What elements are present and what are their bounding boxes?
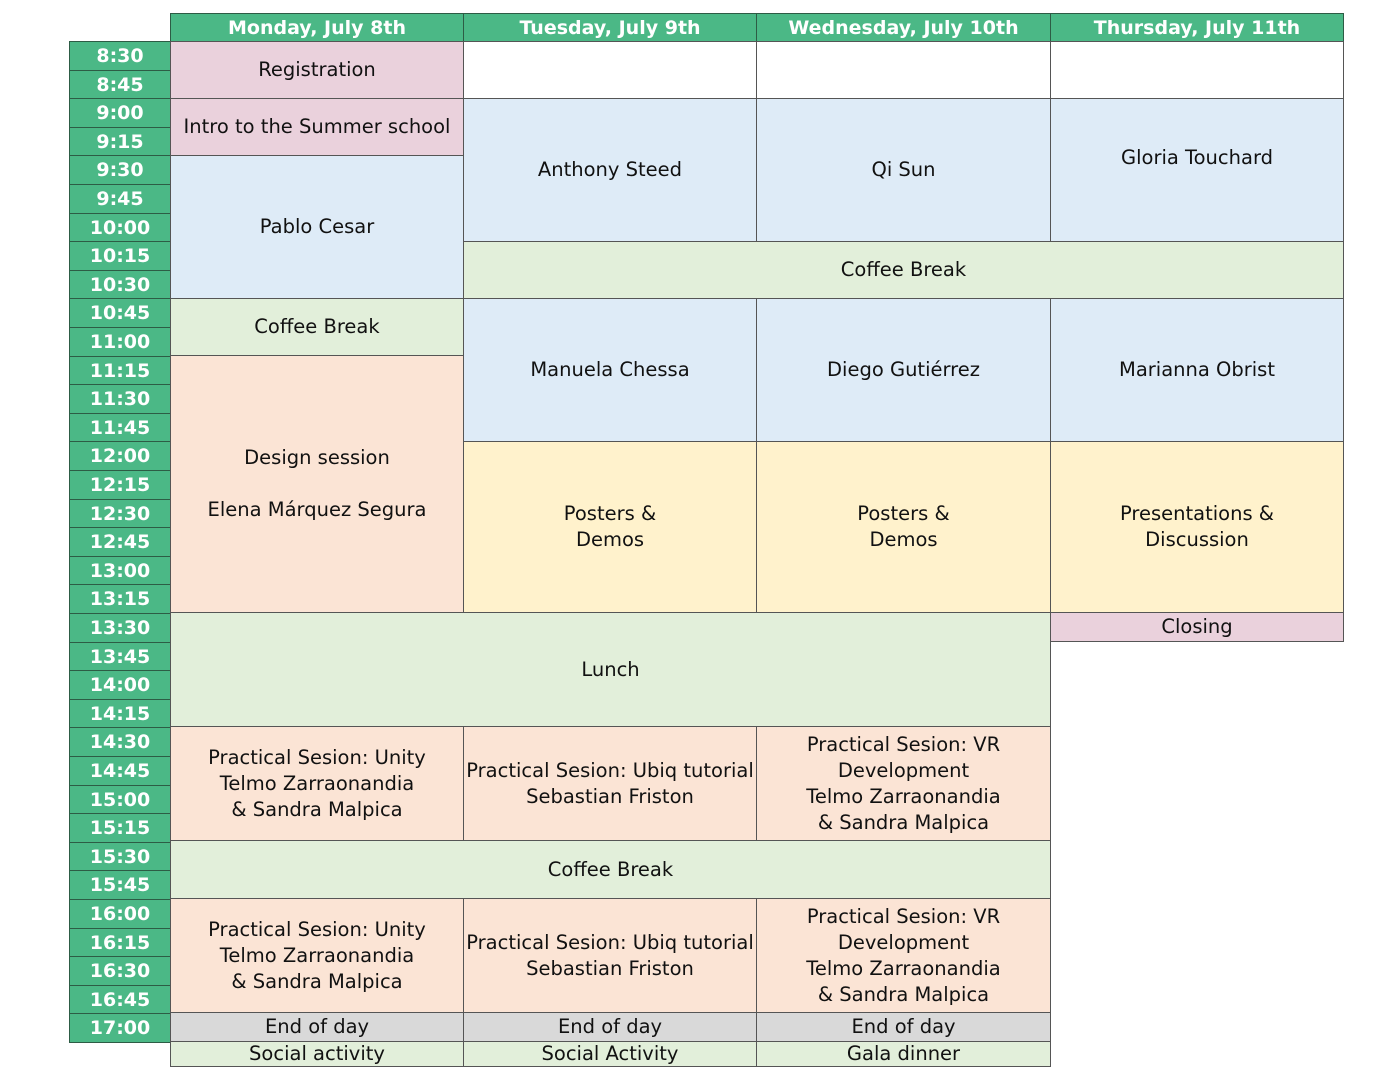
wednesday-gala-dinner: Gala dinner xyxy=(756,1041,1051,1067)
afternoon-coffee-break: Coffee Break xyxy=(170,840,1051,899)
posters-line-1: Posters & xyxy=(563,502,657,525)
time-slot: 10:30 xyxy=(69,270,171,299)
practical-speaker: Sebastian Friston xyxy=(526,956,694,980)
tuesday-talk-1: Anthony Steed xyxy=(463,98,757,242)
wednesday-talk-1: Qi Sun xyxy=(756,98,1051,242)
practical-speaker: Sebastian Friston xyxy=(526,784,694,808)
time-slot: 9:45 xyxy=(69,184,171,214)
thursday-talk-1: Gloria Touchard xyxy=(1050,98,1344,242)
practical-title: Practical Sesion: Unity xyxy=(208,745,426,769)
wednesday-talk-2: Diego Gutiérrez xyxy=(756,298,1051,442)
posters-line-2: Demos xyxy=(869,528,938,551)
monday-social-activity: Social activity xyxy=(170,1041,464,1067)
time-slot: 10:15 xyxy=(69,241,171,271)
posters-line-2: Demos xyxy=(575,528,645,551)
thursday-presentations xyxy=(1050,441,1344,613)
wednesday-practical-2 xyxy=(756,898,1051,1013)
practical-speaker: Telmo Zarraonandia xyxy=(806,956,1001,980)
practical-speaker: & Sandra Malpica xyxy=(231,797,403,821)
presentations-line-1: Presentations & xyxy=(1119,502,1275,525)
practical-title: Practical Sesion: Ubiq tutorial xyxy=(466,930,754,954)
practical-speaker: & Sandra Malpica xyxy=(817,982,990,1006)
thursday-closing: Closing xyxy=(1050,612,1344,642)
time-slot: 15:00 xyxy=(69,785,171,814)
lunch: Lunch xyxy=(170,612,1051,727)
time-slot: 13:45 xyxy=(69,642,171,671)
header-monday: Monday, July 8th xyxy=(170,13,464,42)
time-slot: 14:00 xyxy=(69,670,171,700)
posters-line-1: Posters & xyxy=(857,502,950,525)
time-slot: 9:30 xyxy=(69,155,171,185)
tuesday-empty-slot xyxy=(463,41,757,99)
practical-speaker: Telmo Zarraonandia xyxy=(806,784,1001,808)
practical-speaker: Telmo Zarraonandia xyxy=(219,943,415,967)
time-slot: 14:45 xyxy=(69,756,171,786)
time-slot: 8:30 xyxy=(69,41,171,71)
time-slot: 13:15 xyxy=(69,584,171,614)
tuesday-practical-2 xyxy=(463,898,757,1013)
time-slot: 16:30 xyxy=(69,956,171,986)
time-slot: 11:00 xyxy=(69,327,171,357)
time-slot: 8:45 xyxy=(69,70,171,99)
thursday-empty-slot xyxy=(1050,41,1344,99)
time-slot: 13:00 xyxy=(69,556,171,585)
time-slot: 11:45 xyxy=(69,413,171,442)
morning-coffee-break: Coffee Break xyxy=(463,241,1344,299)
time-slot: 15:45 xyxy=(69,870,171,900)
wednesday-end-of-day: End of day xyxy=(756,1012,1051,1042)
monday-design-session xyxy=(170,355,464,613)
time-slot: 12:00 xyxy=(69,441,171,471)
monday-practical-1 xyxy=(170,726,464,841)
time-slot: 12:45 xyxy=(69,527,171,557)
time-slot: 10:00 xyxy=(69,213,171,242)
design-session-title: Design session xyxy=(244,446,390,469)
monday-registration: Registration xyxy=(170,41,464,99)
time-slot: 10:45 xyxy=(69,298,171,328)
time-slot: 12:30 xyxy=(69,499,171,528)
time-slot: 13:30 xyxy=(69,613,171,643)
practical-title: Development xyxy=(837,930,970,954)
thursday-talk-2: Marianna Obrist xyxy=(1050,298,1344,442)
practical-speaker: Telmo Zarraonandia xyxy=(219,771,415,795)
monday-coffee-break: Coffee Break xyxy=(170,298,464,356)
practical-speaker: & Sandra Malpica xyxy=(231,969,403,993)
tuesday-practical-1 xyxy=(463,726,757,841)
wednesday-posters-demos xyxy=(756,441,1051,613)
time-slot: 9:15 xyxy=(69,127,171,156)
time-slot: 12:15 xyxy=(69,470,171,500)
time-slot: 16:00 xyxy=(69,899,171,929)
header-wednesday: Wednesday, July 10th xyxy=(756,13,1051,42)
practical-title: Practical Sesion: VR xyxy=(806,904,1001,928)
tuesday-social-activity: Social Activity xyxy=(463,1041,757,1067)
tuesday-end-of-day: End of day xyxy=(463,1012,757,1042)
practical-title: Practical Sesion: Ubiq tutorial xyxy=(466,758,754,782)
time-slot: 9:00 xyxy=(69,98,171,128)
header-thursday: Thursday, July 11th xyxy=(1050,13,1344,42)
tuesday-talk-2: Manuela Chessa xyxy=(463,298,757,442)
time-slot: 14:30 xyxy=(69,727,171,757)
time-slot: 16:45 xyxy=(69,985,171,1014)
time-slot: 15:30 xyxy=(69,842,171,871)
time-slot: 15:15 xyxy=(69,813,171,843)
time-slot: 14:15 xyxy=(69,699,171,728)
monday-intro: Intro to the Summer school xyxy=(170,98,464,156)
practical-speaker: & Sandra Malpica xyxy=(817,810,990,834)
design-session-speaker: Elena Márquez Segura xyxy=(207,498,427,521)
header-tuesday: Tuesday, July 9th xyxy=(463,13,757,42)
monday-talk-1: Pablo Cesar xyxy=(170,155,464,299)
time-slot: 17:00 xyxy=(69,1013,171,1043)
wednesday-empty-slot xyxy=(756,41,1051,99)
time-slot: 11:15 xyxy=(69,356,171,385)
presentations-line-2: Discussion xyxy=(1145,528,1249,551)
practical-title: Practical Sesion: VR xyxy=(806,732,1001,756)
monday-end-of-day: End of day xyxy=(170,1012,464,1042)
tuesday-posters-demos xyxy=(463,441,757,613)
monday-practical-2 xyxy=(170,898,464,1013)
time-slot: 11:30 xyxy=(69,384,171,414)
practical-title: Practical Sesion: Unity xyxy=(208,917,426,941)
wednesday-practical-1 xyxy=(756,726,1051,841)
practical-title: Development xyxy=(837,758,970,782)
time-slot: 16:15 xyxy=(69,928,171,957)
